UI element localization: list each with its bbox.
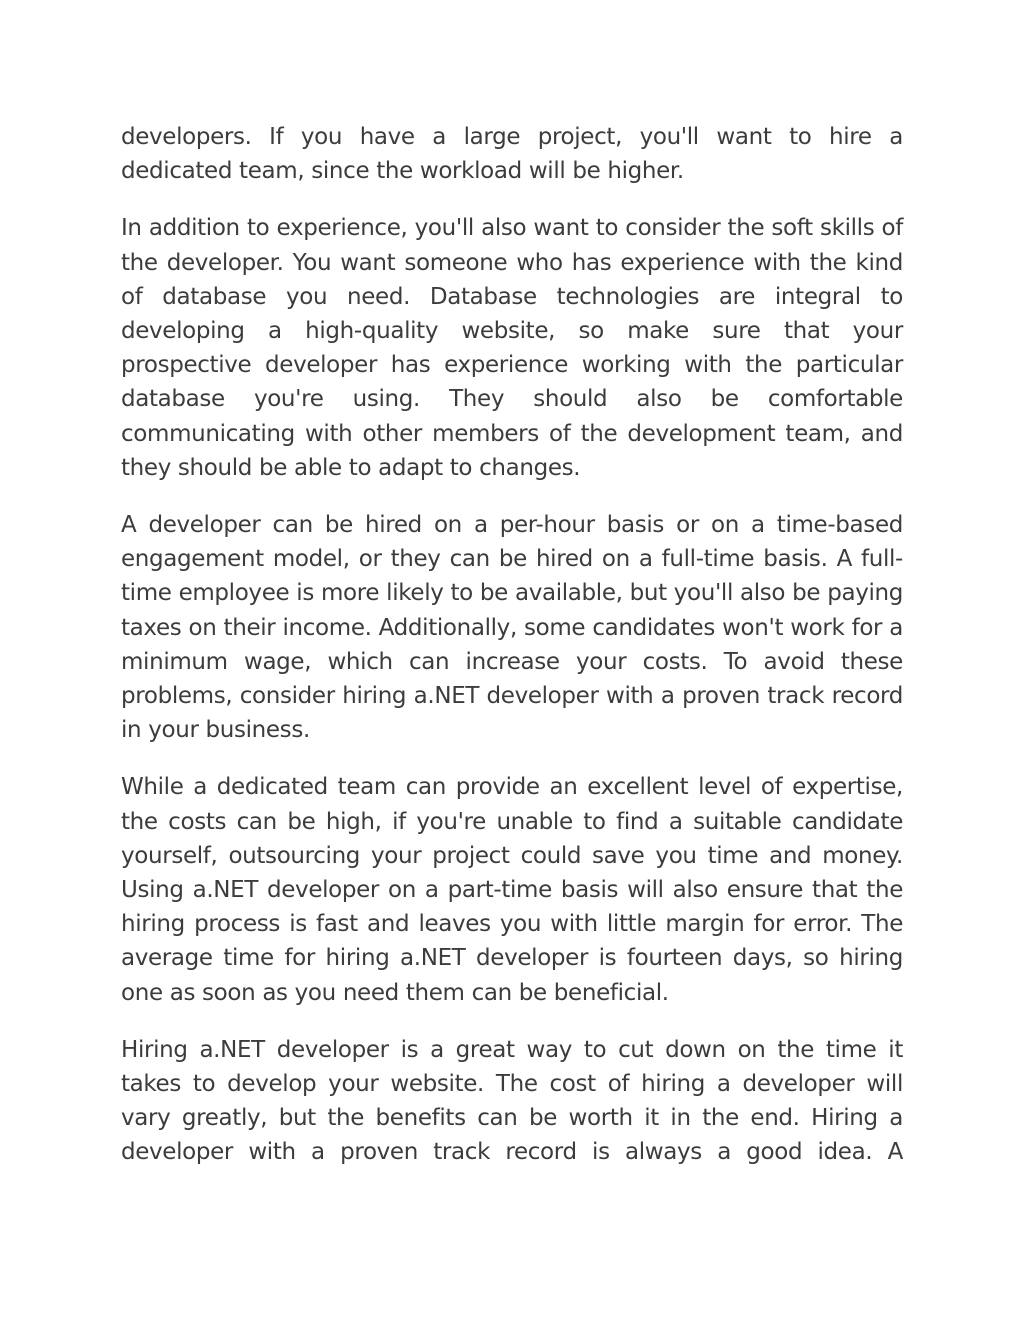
paragraph: While a dedicated team can provide an excellent level of expertise, the costs can be high, if you're unable to find a suitable candidate yourself, outsourcing your project could save you time and money. Using a.NET developer on a part-time basis will also ensure that the hiring process is fast and leaves you with little margin for error. The average time for hiring a.NET developer is fourteen days, so hiring one as soon as you need them can be beneficial. <box>121 774 903 1006</box>
paragraph: A developer can be hired on a per-hour basis or on a time-based engagement model, or they can be hired on a full-time basis. A full-time employee is more likely to be available, but you'll also be paying taxes on their income. Additionally, some candidates won't work for a minimum wage, which can increase your costs. To avoid these problems, consider hiring a.NET developer with a proven track record in your business. <box>121 512 903 744</box>
paragraph: Hiring a.NET developer is a great way to cut down on the time it takes to develop your website. The cost of hiring a developer will vary greatly, but the benefits can be worth it in the end. Hiring a developer with a proven track record is always a good idea. A <box>121 1036 903 1166</box>
paragraph: developers. If you have a large project, you'll want to hire a dedicated team, since the workload will be higher. <box>121 124 903 185</box>
paragraph: In addition to experience, you'll also want to consider the soft skills of the developer. You want someone who has experience with the kind of database you need. Database technologies are integral to developing a high-quality website, so make sure that your prospective developer has experience working with the particular database you're using. They should also be comfortable communicating with other members of the development team, and they should be able to adapt to changes. <box>121 215 903 481</box>
document-body <box>121 120 903 1193</box>
